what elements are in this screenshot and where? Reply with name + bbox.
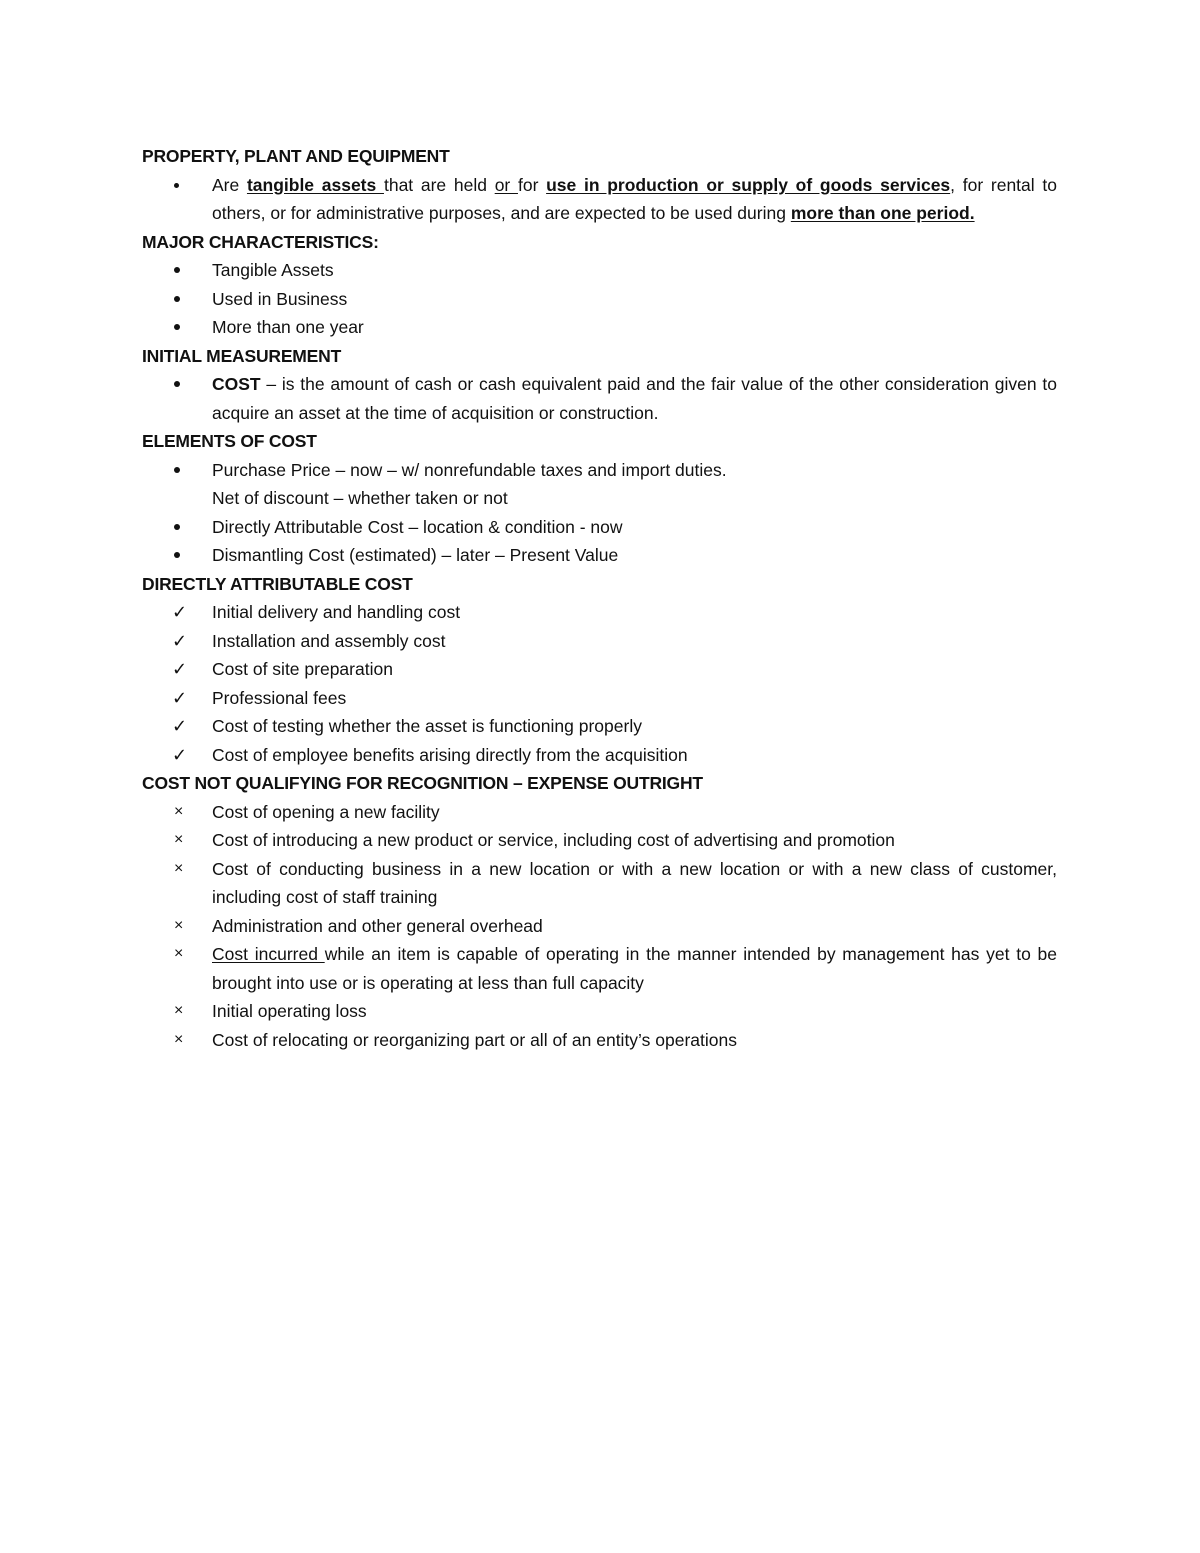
heading-major-characteristics: MAJOR CHARACTERISTICS:: [142, 231, 379, 252]
list-item: [142, 1026, 1057, 1055]
list-item: [142, 370, 1057, 427]
underlined-term: use in production or supply of goods services: [546, 174, 951, 195]
cross-icon: ×: [174, 1002, 184, 1019]
list-item-text: Cost of relocating or reorganizing part or all of an entity’s operations: [212, 1029, 737, 1050]
list-item: [142, 912, 1057, 941]
heading-directly-attributable-cost: DIRECTLY ATTRIBUTABLE COST: [142, 573, 413, 594]
list-item-text: Purchase Price – now – w/ nonrefundable taxes and import duties.: [212, 459, 727, 480]
list-item: [142, 741, 1057, 770]
underlined-term: Cost incurred: [212, 944, 325, 964]
text-span: , for rental to others, or for administrative purposes, and are expected to be used during: [212, 174, 1057, 223]
list-item-continuation: Net of discount – whether taken or not: [212, 488, 508, 508]
list-item: [142, 997, 1057, 1026]
underlined-term: tangible assets: [246, 174, 384, 195]
list-item: [142, 798, 1057, 827]
heading-initial-measurement: INITIAL MEASUREMENT: [142, 345, 342, 366]
cross-icon: ×: [174, 916, 184, 934]
cross-icon: ×: [174, 945, 184, 962]
list-item: [142, 541, 1057, 570]
list-item: [142, 456, 1057, 485]
list-item: [142, 826, 1057, 855]
list-item: [142, 313, 1057, 342]
list-item-text: – is the amount of cash or cash equivalent paid and the fair value of the other consideration given to acquire an asset at the time of acquisition or construction.: [212, 374, 1057, 423]
list-item-text: while an item is capable of operating in the manner intended by management has yet to be brought into use or is operating at less than full capacity: [212, 944, 1058, 993]
list-item-text: Initial delivery and handling cost: [212, 602, 461, 622]
list-item: [142, 855, 1057, 912]
list-item: [142, 285, 1057, 314]
list-item-text: Tangible Assets: [212, 260, 334, 280]
list-item: [142, 513, 1057, 542]
list-item-text: More than one year: [212, 317, 364, 337]
list-item-text: Installation and assembly cost: [212, 630, 446, 651]
list-item-text: Cost of opening a new facility: [212, 801, 440, 822]
list-item-text: Dismantling Cost (estimated) – later – Present Value: [212, 545, 619, 565]
list-item: [142, 598, 1057, 627]
cross-icon: ×: [174, 802, 184, 820]
underlined-term: more than one period.: [790, 203, 975, 223]
ppe-definition: [142, 171, 1057, 228]
list-item-text: Directly Attributable Cost – location & condition - now: [212, 516, 623, 537]
check-icon: ✓: [172, 659, 188, 679]
heading-ppe: PROPERTY, PLANT AND EQUIPMENT: [142, 146, 450, 166]
heading-cost-not-qualifying: COST NOT QUALIFYING FOR RECOGNITION – EXPENSE OUTRIGHT: [142, 773, 703, 793]
list-item-text: Used in Business: [212, 288, 348, 309]
check-icon: ✓: [172, 687, 188, 708]
list-item-text: Initial operating loss: [212, 1001, 367, 1021]
list-item: [142, 684, 1057, 713]
list-item-text: Cost of employee benefits arising directly from the acquisition: [212, 744, 688, 765]
list-item-text: Cost of testing whether the asset is functioning properly: [212, 716, 642, 736]
list-item: [142, 627, 1057, 656]
check-icon: ✓: [172, 602, 188, 622]
list-item: [142, 256, 1057, 285]
list-item: [142, 940, 1057, 997]
text-span: for: [517, 174, 547, 195]
list-item-text: Cost of site preparation: [212, 659, 393, 679]
check-icon: ✓: [172, 744, 188, 765]
list-item: [142, 655, 1057, 684]
document-body: [142, 142, 1057, 1054]
cost-label: COST: [212, 374, 261, 394]
list-item-text: Cost of conducting business in a new location or with a new location or with a new class of customer, including cost of staff training: [212, 858, 1057, 907]
underlined-term: or: [494, 174, 518, 195]
cross-icon: ×: [174, 859, 184, 877]
heading-elements-of-cost: ELEMENTS OF COST: [142, 431, 317, 451]
check-icon: ✓: [172, 630, 188, 651]
list-item-text: Professional fees: [212, 687, 347, 708]
list-item-text: Cost of introducing a new product or service, including cost of advertising and promotion: [212, 830, 895, 850]
cross-icon: ×: [174, 1030, 184, 1048]
list-item-text: Administration and other general overhead: [212, 915, 543, 936]
text-span: Are: [212, 174, 247, 195]
cross-icon: ×: [174, 831, 184, 848]
text-span: that are held: [383, 174, 495, 195]
check-icon: ✓: [172, 716, 188, 736]
list-item: [142, 712, 1057, 741]
